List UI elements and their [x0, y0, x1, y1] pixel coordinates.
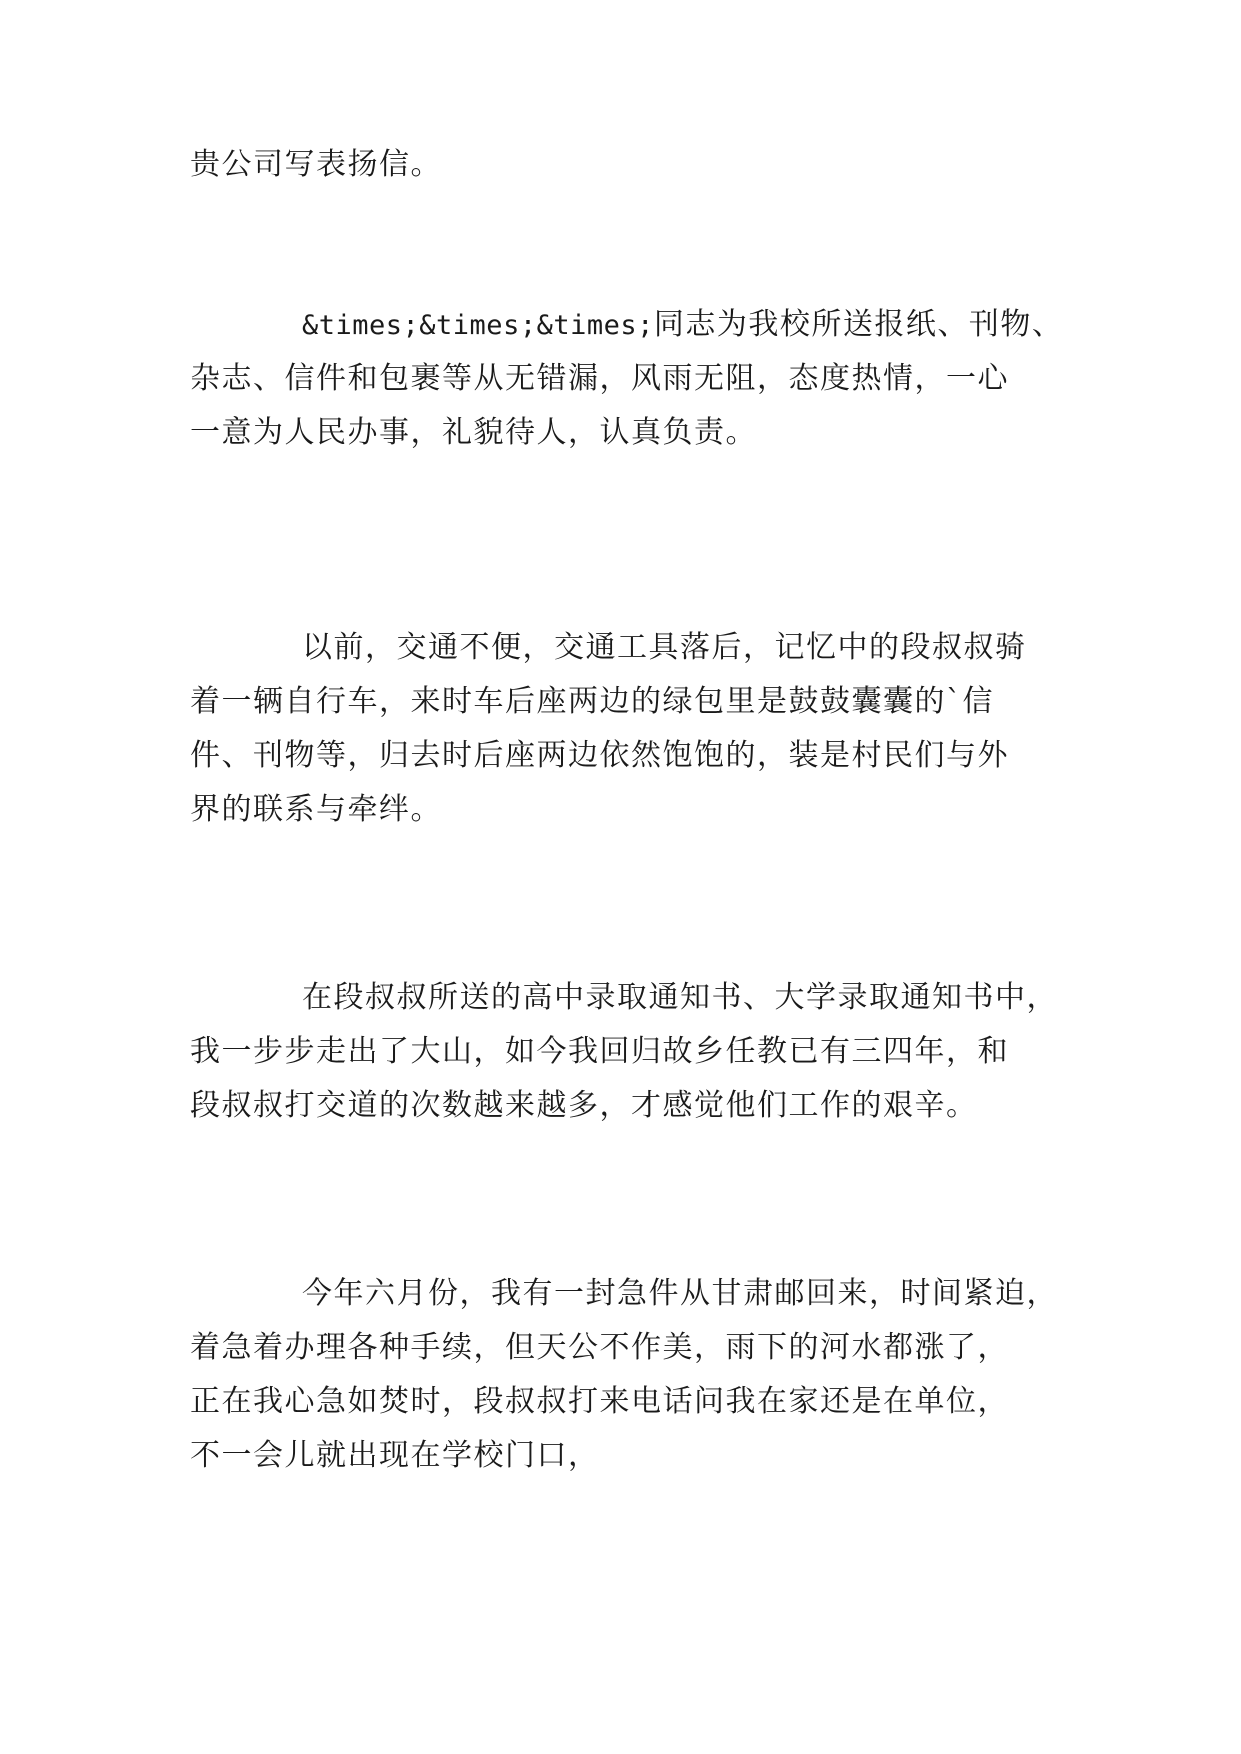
- paragraph-3: [190, 621, 1070, 837]
- paragraph-line: 段叔叔打交道的次数越来越多，才感觉他们工作的艰辛。: [190, 1088, 978, 1123]
- paragraph-5: [190, 1267, 1070, 1483]
- paragraph-line: 在段叔叔所送的高中录取通知书、大学录取通知书中，: [302, 980, 1058, 1015]
- paragraph-line: 杂志、信件和包裹等从无错漏，风雨无阻，态度热情，一心: [190, 361, 1009, 396]
- paragraph-2: [190, 298, 1070, 460]
- paragraph-line: 以前，交通不便，交通工具落后，记忆中的段叔叔骑: [302, 630, 1027, 665]
- paragraph-line: 贵公司写表扬信。: [190, 147, 442, 182]
- paragraph-line: 界的联系与牵绊。: [190, 792, 442, 827]
- paragraph-line: 件、刊物等，归去时后座两边依然饱饱的，装是村民们与外: [190, 738, 1009, 773]
- paragraph-line: 着急着办理各种手续，但天公不作美，雨下的河水都涨了，: [190, 1330, 1009, 1365]
- paragraph-line-text: 同志为我校所送报纸、刊物、: [653, 307, 1064, 342]
- paragraph-line: 正在我心急如焚时，段叔叔打来电话问我在家还是在单位，: [190, 1384, 1009, 1419]
- paragraph-line: [190, 298, 1070, 352]
- paragraph-line: 着一辆自行车，来时车后座两边的绿包里是鼓鼓囊囊的`信: [190, 684, 994, 719]
- paragraph-1: [190, 138, 1070, 192]
- paragraph-4: [190, 971, 1070, 1133]
- paragraph-line: 不一会儿就出现在学校门口，: [190, 1438, 600, 1473]
- paragraph-line: 今年六月份，我有一封急件从甘肃邮回来，时间紧迫，: [302, 1276, 1058, 1311]
- paragraph-line: 一意为人民办事，礼貌待人，认真负责。: [190, 415, 757, 450]
- placeholder-name: &times;&times;&times;: [302, 310, 654, 341]
- paragraph-line: 我一步步走出了大山，如今我回归故乡任教已有三四年，和: [190, 1034, 1009, 1069]
